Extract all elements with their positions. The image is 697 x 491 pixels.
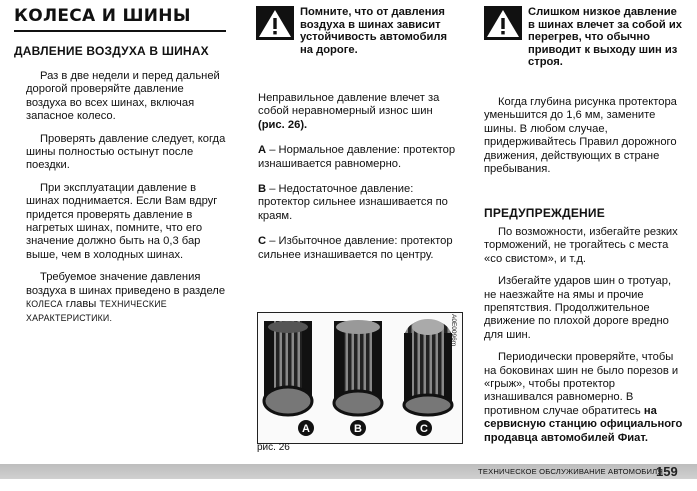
column-right-bottom xyxy=(484,226,684,445)
tire-b-icon xyxy=(334,320,382,415)
chapter-ref: ТЕХНИЧЕСКИЕ ХАРАКТЕРИСТИКИ. xyxy=(26,299,167,323)
section-ref: КОЛЕСА xyxy=(26,299,63,310)
tire-label-a: A xyxy=(302,423,310,435)
item-letter: А xyxy=(258,144,267,157)
paragraph: Избегайте ударов шин о тротуар, не наезжайте на ямы и прочие препятствия. Продолжительное движение по плохой дороге вредно для шин. xyxy=(484,275,672,341)
paragraph xyxy=(26,271,226,325)
column-right-top xyxy=(484,96,684,176)
service-highlight: на сервисную станцию официального продавца автомобилей Фиат. xyxy=(484,404,683,444)
title-rule xyxy=(14,30,226,32)
text-span: Требуемое значение давления воздуха в шинах приведено в разделе xyxy=(26,271,226,297)
paragraph: Когда глубина рисунка протектора уменьшится до 1,6 мм, замените шины. В любом случае, придерживайтесь Правил дорожного движения, действующих в стране пребывания. xyxy=(484,96,677,176)
wear-item xyxy=(258,235,458,262)
warning-text: Слишком низкое давление в шинах влечет за собой их перегрев, что обычно приводит к выходу шин из строя. xyxy=(528,6,682,69)
tire-label-c: C xyxy=(420,423,428,435)
tire-a-icon xyxy=(264,321,312,415)
text-span: Неправильное давление влечет за собой неравномерный износ шин xyxy=(258,92,440,118)
warning-block xyxy=(256,6,462,56)
page-number: 159 xyxy=(656,464,678,479)
paragraph: Раз в две недели и перед дальней дорогой проверяйте давление воздуха во всех шинах, включая запасное колесо. xyxy=(26,70,220,123)
figure-code: A0E0096m xyxy=(450,314,457,347)
item-letter: С xyxy=(258,235,267,248)
item-text: – Избыточное давление: протектор сильнее изнашивается по центру. xyxy=(258,235,453,261)
figure-ref: (рис. 26). xyxy=(258,118,308,131)
item-letter: В xyxy=(258,183,267,196)
paragraph xyxy=(484,351,684,445)
page-title: КОЛЕСА И ШИНЫ xyxy=(14,6,191,26)
paragraph xyxy=(258,92,458,132)
tire-figure xyxy=(257,312,463,444)
text-span: Периодически проверяйте, чтобы на боковинах шин не было порезов и «грыж», чтобы протектор изнашивался равномерно. В противном случае обратитесь xyxy=(484,351,679,417)
warning-icon xyxy=(484,6,522,40)
warning-icon xyxy=(256,6,294,40)
item-text: – Недостаточное давление: протектор сильнее изнашивается по краям. xyxy=(258,183,448,222)
warning-text: Помните, что от давления воздуха в шинах зависит устойчивость автомобиля на дороге. xyxy=(300,6,448,56)
tire-illustration xyxy=(258,313,462,443)
tire-c-icon xyxy=(404,319,452,415)
figure-caption: рис. 26 xyxy=(257,442,290,453)
warning-block xyxy=(484,6,684,69)
column-middle xyxy=(258,92,458,262)
item-text: – Нормальное давление: протектор изнашивается равномерно. xyxy=(258,144,456,170)
section-heading: ПРЕДУПРЕЖДЕНИЕ xyxy=(484,206,605,220)
paragraph: При эксплуатации давление в шинах поднимается. Если Вам вдруг придется проверять давление в нагретых шинах, помните, что его значение должно быть на 0,3 бар выше, чем в холодных шинах. xyxy=(26,181,218,261)
text-span: главы xyxy=(65,298,97,311)
column-left xyxy=(26,70,226,325)
footer-section: ТЕХНИЧЕСКОЕ ОБСЛУЖИВАНИЕ АВТОМОБИЛЯ xyxy=(478,467,664,476)
wear-item xyxy=(258,183,458,223)
paragraph: Проверять давление следует, когда шины полностью остынут после поездки. xyxy=(26,132,226,172)
section-subtitle: ДАВЛЕНИЕ ВОЗДУХА В ШИНАХ xyxy=(14,44,209,58)
paragraph: По возможности, избегайте резких торможений, не трогайтесь с места «со свистом», и т.д. xyxy=(484,226,678,265)
tire-label-b: B xyxy=(354,423,362,435)
wear-item xyxy=(258,144,458,171)
